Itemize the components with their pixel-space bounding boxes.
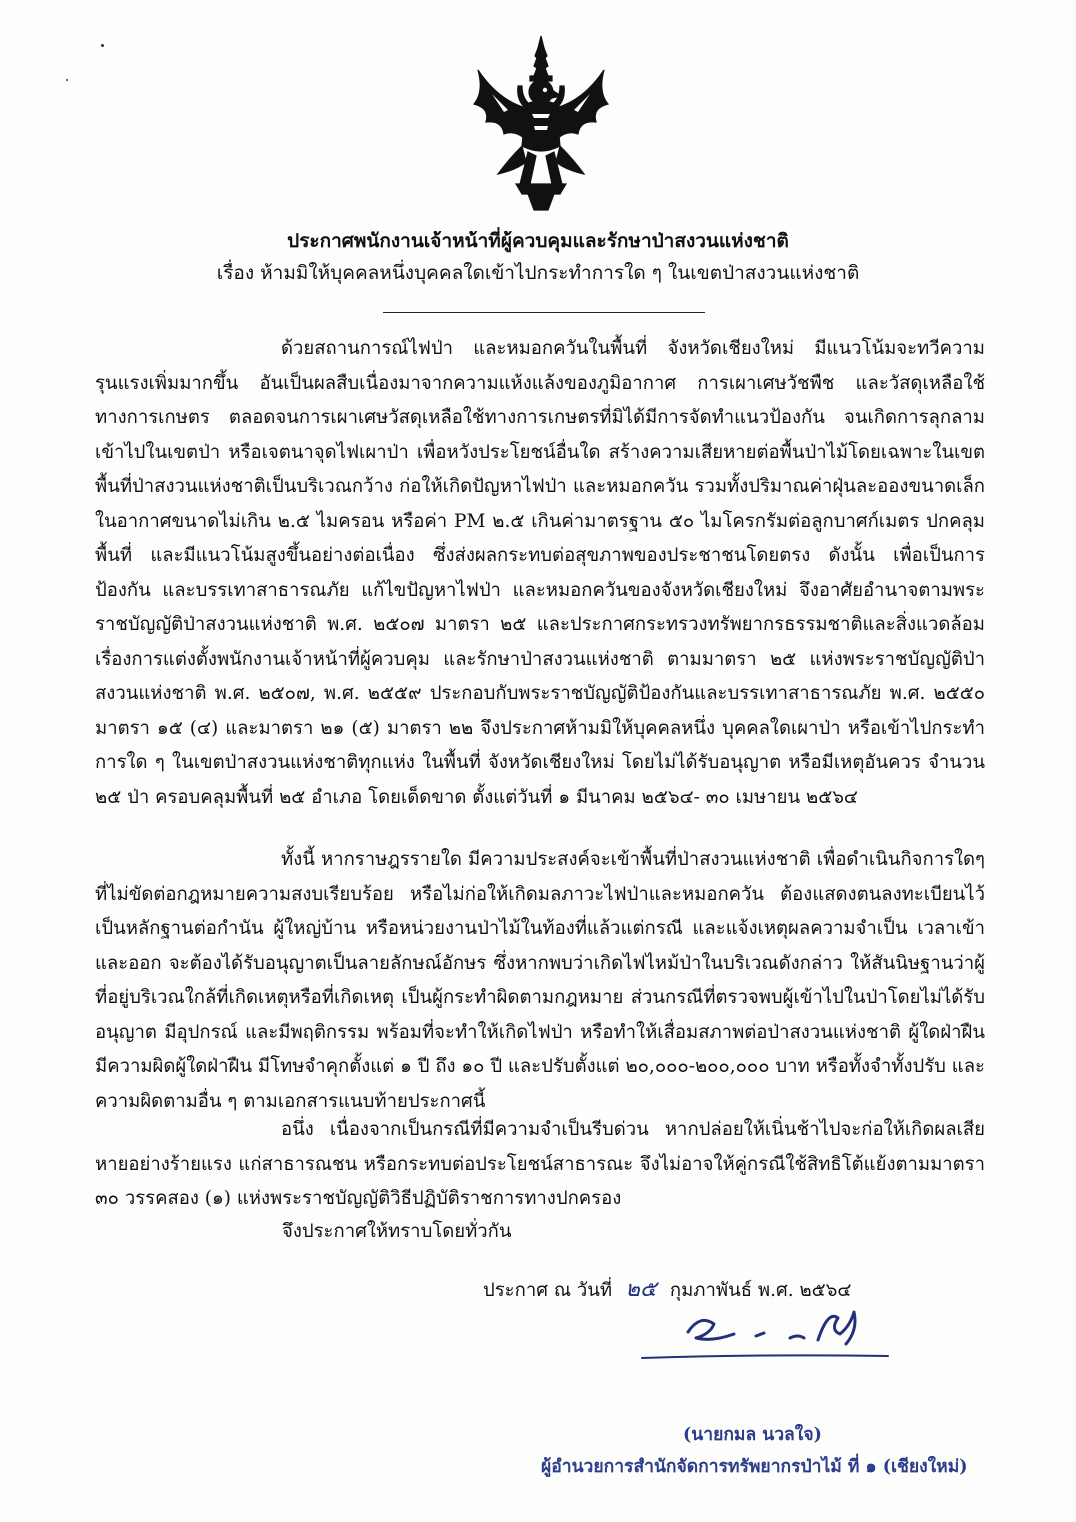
signatory-name: (นายกมล นวลใจ) xyxy=(683,1425,822,1445)
scan-speck xyxy=(66,79,68,81)
announcement-subject: เรื่อง ห้ามมิให้บุคคลหนึ่งบุคคลใดเข้าไปกระทำการใด ๆ ในเขตป่าสงวนแห่งชาติ xyxy=(216,262,860,284)
signatory-position: ผู้อำนวยการสำนักจัดการทรัพยากรป่าไม้ ที่ ๑ (เชียงใหม่) xyxy=(541,1457,968,1477)
announcement-title: ประกาศพนักงานเจ้าหน้าที่ผู้ควบคุมและรักษาป่าสงวนแห่งชาติ xyxy=(287,230,789,252)
date-prefix: ประกาศ ณ วันที่ xyxy=(483,1280,613,1301)
scan-speck xyxy=(101,44,104,47)
title-divider xyxy=(383,312,705,313)
handwritten-signature xyxy=(640,1300,890,1380)
closing-statement: จึงประกาศให้ทราบโดยทั่วกัน xyxy=(282,1221,512,1242)
garuda-emblem-icon xyxy=(468,34,614,214)
body-paragraph-1: ด้วยสถานการณ์ไฟป่า และหมอกควันในพื้นที่ จังหวัดเชียงใหม่ มีแนวโน้มจะทวีความรุนแรงเพิ่มมากขึ้น อันเป็นผลสืบเนื่องมาจากความแห้งแล้งของภูมิอากาศ การเผาเศษวัชพืช และวัสดุเหลือใช้ทางการเกษตร ตลอดจนการเผาเศษวัสดุเหลือใช้ทางการเกษตรที่มิได้มีการจัดทำแนวป้องกัน จนเกิดการลุกลามเข้าไปในเขตป่า หรือเจตนาจุดไฟเผาป่า เพื่อหวังประโยชน์อื่นใด สร้างความเสียหายต่อพื้นป่าไม้โดยเฉพาะในเขตพื้นที่ป่าสงวนแห่งชาติเป็นบริเวณกว้าง ก่อให้เกิดปัญหาไฟป่า และหมอกควัน รวมทั้งปริมาณค่าฝุ่นละอองขนาดเล็กในอากาศขนาดไม่เกิน ๒.๕ ไมครอน หรือค่า PM ๒.๕ เกินค่ามาตรฐาน ๕๐ ไมโครกรัมต่อลูกบาศก์เมตร ปกคลุมพื้นที่ และมีแนวโน้มสูงขึ้นอย่างต่อเนื่อง ซึ่งส่งผลกระทบต่อสุขภาพของประชาชนโดยตรง ดังนั้น เพื่อเป็นการป้องกัน และบรรเทาสาธารณภัย แก้ไขปัญหาไฟป่า และหมอกควันของจังหวัดเชียงใหม่ จึงอาศัยอำนาจตามพระราชบัญญัติป่าสงวนแห่งชาติ พ.ศ. ๒๕๐๗ มาตรา ๒๕ และประกาศกระทรวงทรัพยากรธรรมชาติและสิ่งแวดล้อม เรื่องการแต่งตั้งพนักงานเจ้าหน้าที่ผู้ควบคุม และรักษาป่าสงวนแห่งชาติ ตามมาตรา ๒๕ แห่งพระราชบัญญัติป่าสงวนแห่งชาติ พ.ศ. ๒๕๐๗, พ.ศ. ๒๕๕๙ ประกอบกับพระราชบัญญัติป้องกันและบรรเทาสาธารณภัย พ.ศ. ๒๕๕๐ มาตรา ๑๕ (๔) และมาตรา ๒๑ (๕) มาตรา ๒๒ จึงประกาศห้ามมิให้บุคคลหนึ่ง บุคคลใดเผาป่า หรือเข้าไปกระทำการใด ๆ ในเขตป่าสงวนแห่งชาติทุกแห่ง ในพื้นที่ จังหวัดเชียงใหม่ โดยไม่ได้รับอนุญาต หรือมีเหตุอันควร จำนวน ๒๕ ป่า ครอบคลุมพื้นที่ ๒๕ อำเภอ โดยเด็ดขาด ตั้งแต่วันที่ ๑ มีนาคม ๒๕๖๔- ๓๐ เมษายน ๒๕๖๔ xyxy=(95,338,985,808)
body-paragraph-2: ทั้งนี้ หากราษฎรรายใด มีความประสงค์จะเข้าพื้นที่ป่าสงวนแห่งชาติ เพื่อดำเนินกิจการใดๆ ที่ไม่ขัดต่อกฎหมายความสงบเรียบร้อย หรือไม่ก่อให้เกิดมลภาวะไฟป่าและหมอกควัน ต้องแสดงตนลงทะเบียนไว้เป็นหลักฐานต่อกำนัน ผู้ใหญ่บ้าน หรือหน่วยงานป่าไม้ในท้องที่แล้วแต่กรณี และแจ้งเหตุผลความจำเป็น เวลาเข้า และออก จะต้องได้รับอนุญาตเป็นลายลักษณ์อักษร ซึ่งหากพบว่าเกิดไฟไหม้ป่าในบริเวณดังกล่าว ให้สันนิษฐานว่าผู้ที่อยู่บริเวณใกล้ที่เกิดเหตุหรือที่เกิดเหตุ เป็นผู้กระทำผิดตามกฎหมาย ส่วนกรณีที่ตรวจพบผู้เข้าไปในป่าโดยไม่ได้รับอนุญาต มีอุปกรณ์ และมีพฤติกรรม พร้อมที่จะทำให้เกิดไฟป่า หรือทำให้เสื่อมสภาพต่อป่าสงวนแห่งชาติ ผู้ใดฝ่าฝืนมีความผิดผู้ใดฝ่าฝืน มีโทษจำคุกตั้งแต่ ๑ ปี ถึง ๑๐ ปี และปรับตั้งแต่ ๒๐,๐๐๐-๒๐๐,๐๐๐ บาท หรือทั้งจำทั้งปรับ และความผิดตามอื่น ๆ ตามเอกสารแนบท้ายประกาศนี้ xyxy=(95,849,985,1112)
date-suffix: กุมภาพันธ์ พ.ศ. ๒๕๖๔ xyxy=(669,1280,852,1301)
body-paragraph-3: อนึ่ง เนื่องจากเป็นกรณีที่มีความจำเป็นรีบด่วน หากปล่อยให้เนิ่นช้าไปจะก่อให้เกิดผลเสียหายอย่างร้ายแรง แก่สาธารณชน หรือกระทบต่อประโยชน์สาธารณะ จึงไม่อาจให้คู่กรณีใช้สิทธิโต้แย้งตามมาตรา ๓๐ วรรคสอง (๑) แห่งพระราชบัญญัติวิธีปฏิบัติราชการทางปกครอง xyxy=(95,1119,985,1209)
handwritten-day: ๒๕ xyxy=(625,1277,657,1302)
